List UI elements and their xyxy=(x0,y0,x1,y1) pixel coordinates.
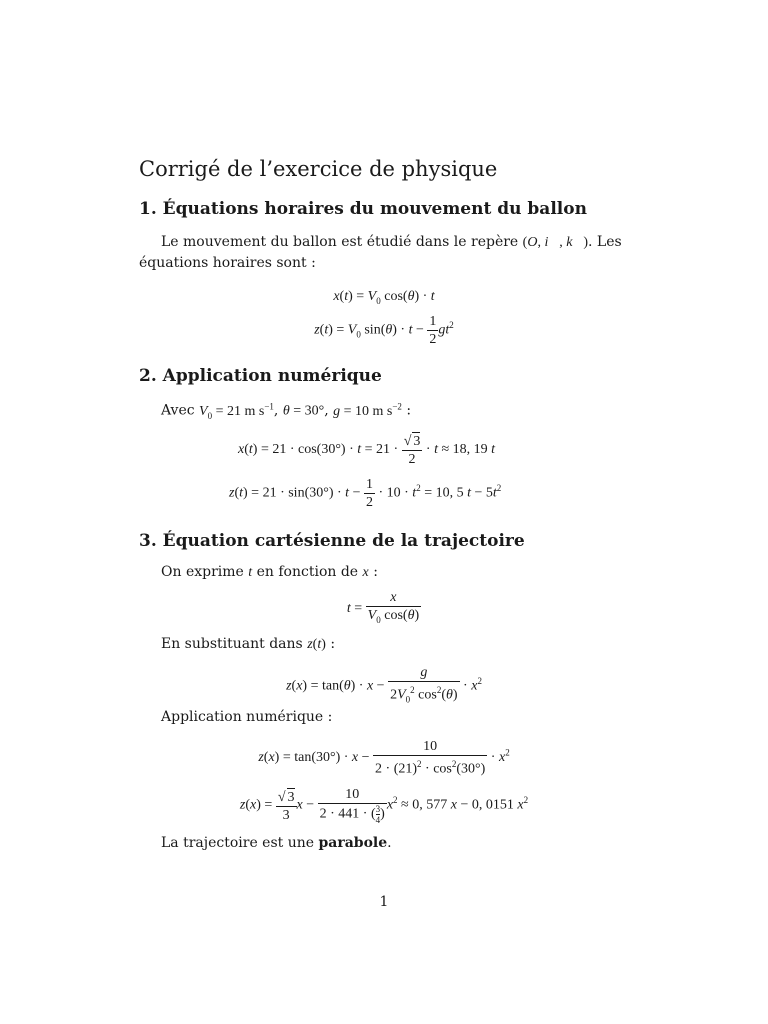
section-3-heading: 3. Équation cartésienne de la trajectoire xyxy=(139,531,525,551)
numeric-equation-x: x(t) = 21 · cos(30°) · t = 21 · $\frac{√ 3}{2}$ · t ≈ 18, 19 t xyxy=(238,434,496,467)
section-2-intro: Avec $V_0 = 21$ m $s^{-1}$, θ = 30°, g = 10 m $s^{-2}$ : xyxy=(161,401,412,421)
equation-z-of-x: z(x) = tan(θ) · x − $\frac{g}{2V_0^2 \cos^2(\theta)}$ · $x^2$ xyxy=(286,665,482,705)
conclusion-keyword: parabole xyxy=(318,835,388,851)
simplified-equation-z-of-x: z(x) = $\frac{√ 3}{3}$ x − 10 2 · 441 · ( $\frac{3}{4}$ ) $x^2 \approx 0$, 577 x − 0, 0151 $x^2$ xyxy=(239,787,529,825)
section-1-heading: 1. Équations horaires du mouvement du ballon xyxy=(139,199,587,219)
application-numerique-text: Application numérique : xyxy=(161,709,333,725)
equation-x-t: $x(t) = V_0$ cos(θ) · t xyxy=(333,289,435,306)
page-number: 1 xyxy=(379,894,389,910)
page-title: Corrigé de l’exercice de physique xyxy=(139,157,498,181)
numeric-equation-z: z(t) = 21 · sin(30°) · t − $\frac{1}{2}$ · $10 \cdot t^2 = 10$, 5 $t - 5t^2$ xyxy=(229,477,502,510)
substitution-text: En substituant dans z(t) : xyxy=(161,636,336,652)
section-2-heading: 2. Application numérique xyxy=(139,366,382,386)
equation-t-of-x: t = $\frac{x}{V_0 \cos(\theta)}$ xyxy=(346,590,420,625)
section-3-intro: On exprime t en fonction de x : xyxy=(161,564,378,580)
section-1-intro: Le mouvement du ballon est étudié dans le repère (O, i⃗, k⃗). Les équations horaires sont : xyxy=(139,234,622,271)
equation-z-t: $z(t) = V_0$ sin(θ) · t − $\frac{1}{2}$ $gt^2$ xyxy=(314,314,454,347)
conclusion: La trajectoire est une parabole. xyxy=(161,835,392,851)
numeric-equation-z-of-x: z(x) = tan(30°) · x − $\frac{10}{2 \cdot (21)^2 \cdot \cos^2(30^\circ)}$ · $x^2$ xyxy=(258,739,510,777)
